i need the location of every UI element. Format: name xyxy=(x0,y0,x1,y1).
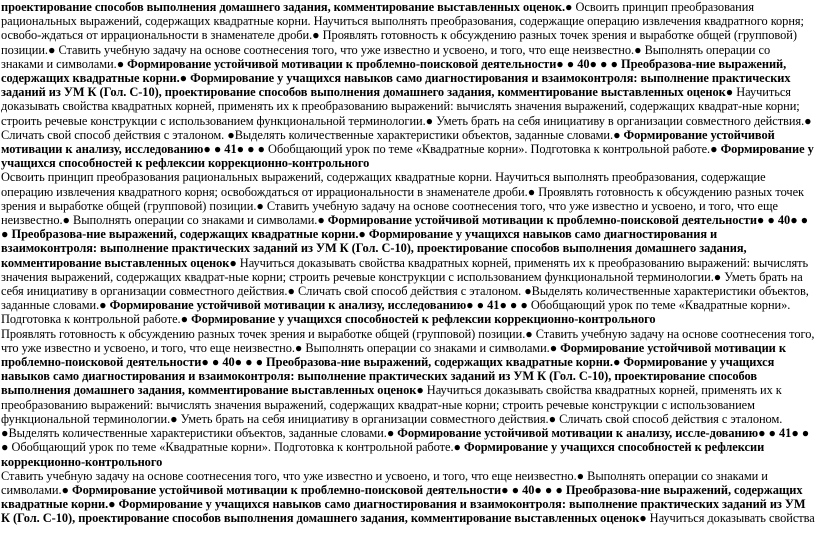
text-segment: Сличать свой способ действия с эталоном. xyxy=(1,127,228,142)
text-segment: Ставить учебную задачу на основе соотнесения того, что уже известно и усвоено, и того, что еще неизвестно. xyxy=(1,468,577,483)
text-segment: Выделять количественные характеристики объектов, заданные словами. xyxy=(234,127,614,142)
text-segment: Сличать свой способ действия с эталоном. xyxy=(559,411,783,426)
text-segment: ● Формирование у учащихся способностей к рефлексии коррекционно-контрольного xyxy=(1,440,765,469)
text-segment: ● xyxy=(47,42,59,57)
text-segment: Выделять количественные характеристики объектов, заданные словами. xyxy=(8,426,387,441)
text-segment: Выполнять операции со знаками и символами. xyxy=(1,468,768,497)
text-segment: ● Освоить принцип преобразования рациональных выражений, содержащих квадратные корни. Научиться выполнять преобразования, содержащие операцию извлечения квадратного корня; освобо-ждаться от иррациональности в знаменателе дроби. xyxy=(1,0,804,43)
text-segment: ● xyxy=(170,411,181,426)
text-segment: ● xyxy=(287,284,298,299)
text-segment: Выполнять операции со знаками и символами. xyxy=(1,42,771,71)
text-segment: Выделять количественные характеристики объектов, заданные словами. xyxy=(1,284,809,313)
text-segment: ● xyxy=(294,340,306,355)
text-segment: Ставить учебную задачу на основе соотнесения того, что уже известно и усвоено, и того, что еще неизвестно. xyxy=(1,198,778,228)
text-segment: ● xyxy=(1,426,9,441)
text-segment: ● Формирование устойчивой мотивации к проблемно-поисковой деятельности● ● 40● ● ● Преобразова-ние выражений, содержащих квадратные корни.● Формирование у учащихся навыков само диагностирования и взаимоконтроля: выполнение практических заданий из УМ К (Гол. С-10), проектирование способов выполнения домашнего задания, комментирование выставленных оценок xyxy=(1,340,786,398)
text-segment: ● xyxy=(713,269,725,284)
text-segment: ● Формирование у учащихся способностей к рефлексии коррекционно-контрольного xyxy=(1,142,814,171)
text-segment: ● Формирование устойчивой мотивации к проблемно-поисковой деятельности● ● 40● ● ● Преобразова-ние выражений, содержащих квадратные корни.● Формирование у учащихся навыков само диагностирования и взаимоконтроля: выполнение практических заданий из УМ К (Гол. С-10), проектирование способов выполнения домашнего задания, комментирование выставленных оценок xyxy=(1,213,809,270)
text-segment: проектирование способов выполнения домашнего задания, комментирование выставленных оценок. xyxy=(1,0,566,14)
text-segment: Обобщающий урок по теме «Квадратные корни». Подготовка к контрольной работе. xyxy=(1,298,791,327)
text-segment: ● xyxy=(634,42,645,57)
text-segment: ● xyxy=(525,326,536,341)
text-segment: ● xyxy=(312,28,323,43)
text-segment: Проявлять готовность к обсуждению разных точек зрения и выработке общей (групповой) позиции. xyxy=(1,28,797,57)
text-segment: ● Научиться доказывать свойства xyxy=(639,511,815,526)
text-segment: ● Формирование устойчивой мотивации к проблемно-поисковой деятельности● ● 40● ● ● Преобразова-ние выражений, содержащих квадратные корни.● Формирование у учащихся навыков само диагностирования и взаимоконтроля: выполнение практических заданий из УМ К (Гол. С-10), проектирование способов выполнения домашнего задания, комментирование выставленных оценок xyxy=(1,56,791,100)
text-segment: Сличать свой способ действия с эталоном. xyxy=(297,284,525,299)
text-segment: ● xyxy=(524,284,532,299)
text-segment: ● xyxy=(804,113,812,128)
text-segment: ● Формирование устойчивой мотивации к проблемно-поисковой деятельности● ● 40● ● ● Преобразова-ние выражений, содержащих квадратные корни.● Формирование у учащихся навыков само диагностирования и взаимоконтроля: выполнение практических заданий из УМ К (Гол. С-10), проектирование способов выполнения домашнего задания, комментирование выставленных оценок xyxy=(1,482,806,526)
text-segment: Выполнять операции со знаками и символами. xyxy=(73,213,318,228)
paragraph-4 xyxy=(1,469,815,526)
text-segment: ● xyxy=(576,468,588,483)
text-segment: ● Формирование устойчивой мотивации к анализу, исследованию● ● 41● ● ● xyxy=(99,298,531,313)
text-segment: ● Научиться доказывать свойства квадратных корней, применять их к преобразованию выражений: вычислять значения выражений, содержащих квадрат-ные корни; строить речевые конструкции с использованием функциональной терминологии. xyxy=(1,255,809,284)
text-segment: Уметь брать на себя инициативу в организации совместного действия. xyxy=(1,269,803,299)
text-segment: ● Формирование устойчивой мотивации к анализу, исследованию● ● 41● ● ● xyxy=(1,127,775,157)
text-segment: ● Научиться доказывать свойства квадратных корней, применять их к преобразованию выражений: вычислять значения выражений, содержащих квадрат-ные корни; строить речевые конструкции с использованием функциональной терминологии. xyxy=(1,85,800,128)
text-segment: Проявлять готовность к обсуждению разных точек зрения и выработке общей (групповой) позиции. xyxy=(1,184,805,213)
text-segment: Уметь брать на себя инициативу в организации совместного действия. xyxy=(436,113,805,128)
text-segment: Обобщающий урок по теме «Квадратные корни». Подготовка к контрольной работе. xyxy=(268,142,711,157)
text-segment: Обобщающий урок по теме «Квадратные корни». Подготовка к контрольной работе. xyxy=(11,440,454,455)
text-segment: Выполнять операции со знаками и символами. xyxy=(305,340,550,355)
text-segment: Ставить учебную задачу на основе соотнесения того, что уже известно и усвоено, и того, что еще неизвестно. xyxy=(58,42,635,57)
text-segment: ● xyxy=(425,113,437,128)
text-segment: ● xyxy=(527,184,539,199)
paragraph-1 xyxy=(1,0,815,170)
text-segment: ● Формирование устойчивой мотивации к анализу, иссле-дованию● ● 41● ● ● xyxy=(1,426,810,455)
text-segment: ● Научиться доказывать свойства квадратных корней, применять их к преобразованию выражений: вычислять значения выражений, содержащих квадрат-ные корни; строить речевые конструкции с использованием функциональной терминологии. xyxy=(1,383,782,426)
text-segment: ● Формирование у учащихся способностей к рефлексии коррекционно-контрольного xyxy=(180,312,656,327)
text-segment: ● xyxy=(548,411,560,426)
text-segment: Освоить принцип преобразования рациональных выражений, содержащих квадратные корни. Научиться выполнять преобразования, содержащие операцию извлечения квадратного корня; освобождаться от иррациональности в знаменателе дроби. xyxy=(1,170,766,199)
text-segment: ● xyxy=(256,198,267,213)
text-segment: Уметь брать на себя инициативу в организации совместного действия. xyxy=(180,411,549,426)
text-segment: ● xyxy=(227,127,235,142)
paragraph-2 xyxy=(1,170,815,326)
text-segment: Проявлять готовность к обсуждению разных точек зрения и выработке общей (групповой) позиции. xyxy=(1,326,526,341)
text-segment: Ставить учебную задачу на основе соотнесения того, что уже известно и усвоено, и того, что еще неизвестно. xyxy=(1,326,815,355)
text-segment: ● xyxy=(62,213,74,228)
paragraph-3 xyxy=(1,327,815,469)
